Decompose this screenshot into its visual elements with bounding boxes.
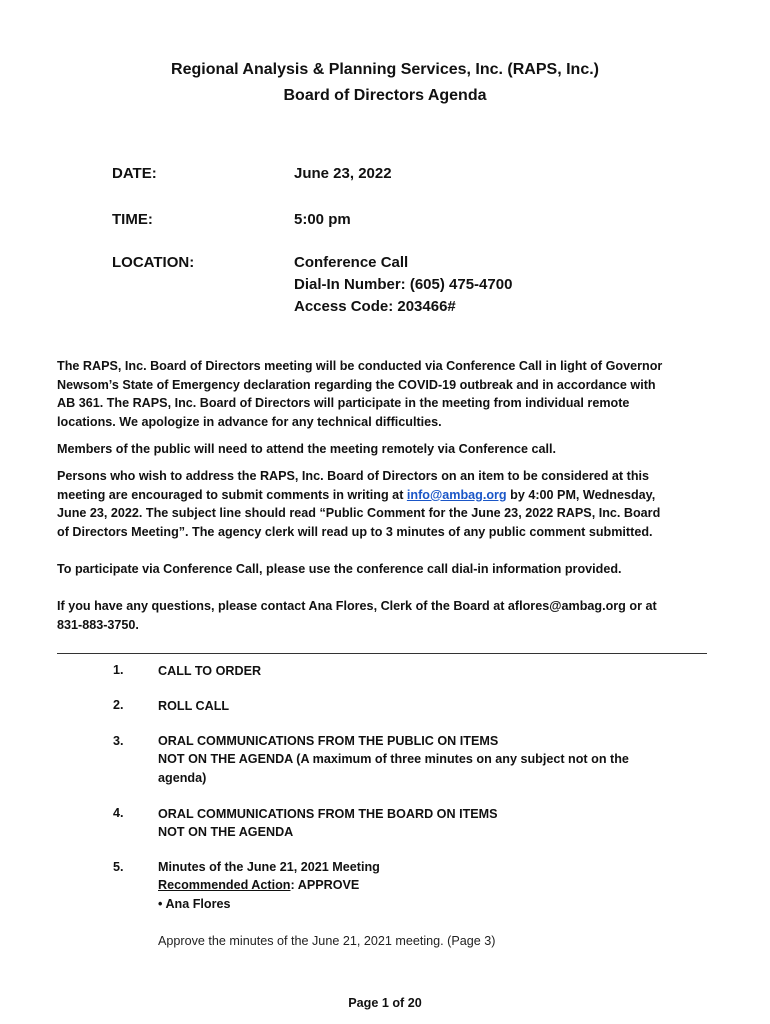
location-line: Conference Call xyxy=(294,254,409,271)
agenda-item-call-to-order: CALL TO ORDER xyxy=(158,664,262,678)
agenda-item-roll-call: ROLL CALL xyxy=(158,699,230,713)
notice-line: AB 361. The RAPS, Inc. Board of Directors will participate in the meeting from individual remote xyxy=(57,396,630,411)
agenda-item-minutes xyxy=(158,858,678,913)
agenda-item-public-comments xyxy=(158,732,678,787)
public-attendance-notice: Members of the public will need to attend the meeting remotely via Conference call. xyxy=(57,442,556,456)
notice-line: locations. We apologize in advance for any technical difficulties. xyxy=(57,414,442,429)
access-code: Access Code: 203466# xyxy=(294,298,456,315)
location-label: LOCATION: xyxy=(112,254,195,271)
action-label: Recommended Action xyxy=(158,878,291,893)
location-value xyxy=(294,252,512,318)
notice-line xyxy=(57,486,717,505)
date-value: June 23, 2022 xyxy=(294,165,392,182)
divider xyxy=(57,653,707,654)
notice-line: The RAPS, Inc. Board of Directors meeting will be conducted via Conference Call in light of Governor xyxy=(57,359,663,373)
time-value: 5:00 pm xyxy=(294,211,351,228)
item-number: 4. xyxy=(113,806,124,820)
item-description: Approve the minutes of the June 21, 2021 meeting. (Page 3) xyxy=(158,934,496,948)
item-line: NOT ON THE AGENDA (A maximum of three minutes on any subject not on the xyxy=(158,752,629,767)
notice-line: June 23, 2022. The subject line should read “Public Comment for the June 23, 2022 RAPS, Inc. Board xyxy=(57,506,661,521)
item-number: 1. xyxy=(113,663,124,677)
item-line: ORAL COMMUNICATIONS FROM THE PUBLIC ON ITEMS xyxy=(158,734,499,748)
contact-notice xyxy=(57,597,717,634)
item-line: agenda) xyxy=(158,770,207,785)
conference-call-notice: To participate via Conference Call, please use the conference call dial-in information provided. xyxy=(57,562,622,576)
item-number: 3. xyxy=(113,734,124,748)
action-value: : APPROVE xyxy=(290,878,360,893)
item-number: 5. xyxy=(113,860,124,874)
notice-line: 831-883-3750. xyxy=(57,617,139,632)
agenda-item-board-comments xyxy=(158,805,678,842)
item-line: Minutes of the June 21, 2021 Meeting xyxy=(158,860,380,874)
notice-line: If you have any questions, please contact Ana Flores, Clerk of the Board at aflores@ambag.org or at xyxy=(57,599,657,613)
item-number: 2. xyxy=(113,698,124,712)
org-title: Regional Analysis & Planning Services, Inc. (RAPS, Inc.) xyxy=(171,61,599,78)
recommended-action xyxy=(158,876,678,894)
public-comment-notice xyxy=(57,467,717,541)
agenda-title: Board of Directors Agenda xyxy=(283,87,487,104)
presenter: • Ana Flores xyxy=(158,896,231,911)
covid-notice xyxy=(57,357,717,431)
notice-line: of Directors Meeting”. The agency clerk will read up to 3 minutes of any public comment submitted. xyxy=(57,524,653,539)
date-label: DATE: xyxy=(112,165,157,182)
page-number: Page 1 of 20 xyxy=(348,996,422,1010)
notice-text: meeting are encouraged to submit comments in writing at xyxy=(57,487,407,502)
item-line: ORAL COMMUNICATIONS FROM THE BOARD ON ITEMS xyxy=(158,807,498,821)
item-line: NOT ON THE AGENDA xyxy=(158,825,294,840)
notice-text: by 4:00 PM, Wednesday, xyxy=(506,487,656,502)
time-label: TIME: xyxy=(112,211,153,228)
notice-line: Newsom’s State of Emergency declaration regarding the COVID-19 outbreak and in accordance with xyxy=(57,377,656,392)
dial-in-number: Dial-In Number: (605) 475-4700 xyxy=(294,276,513,293)
email-link[interactable]: info@ambag.org xyxy=(406,487,507,502)
notice-line: Persons who wish to address the RAPS, Inc. Board of Directors on an item to be considered at this xyxy=(57,469,650,483)
